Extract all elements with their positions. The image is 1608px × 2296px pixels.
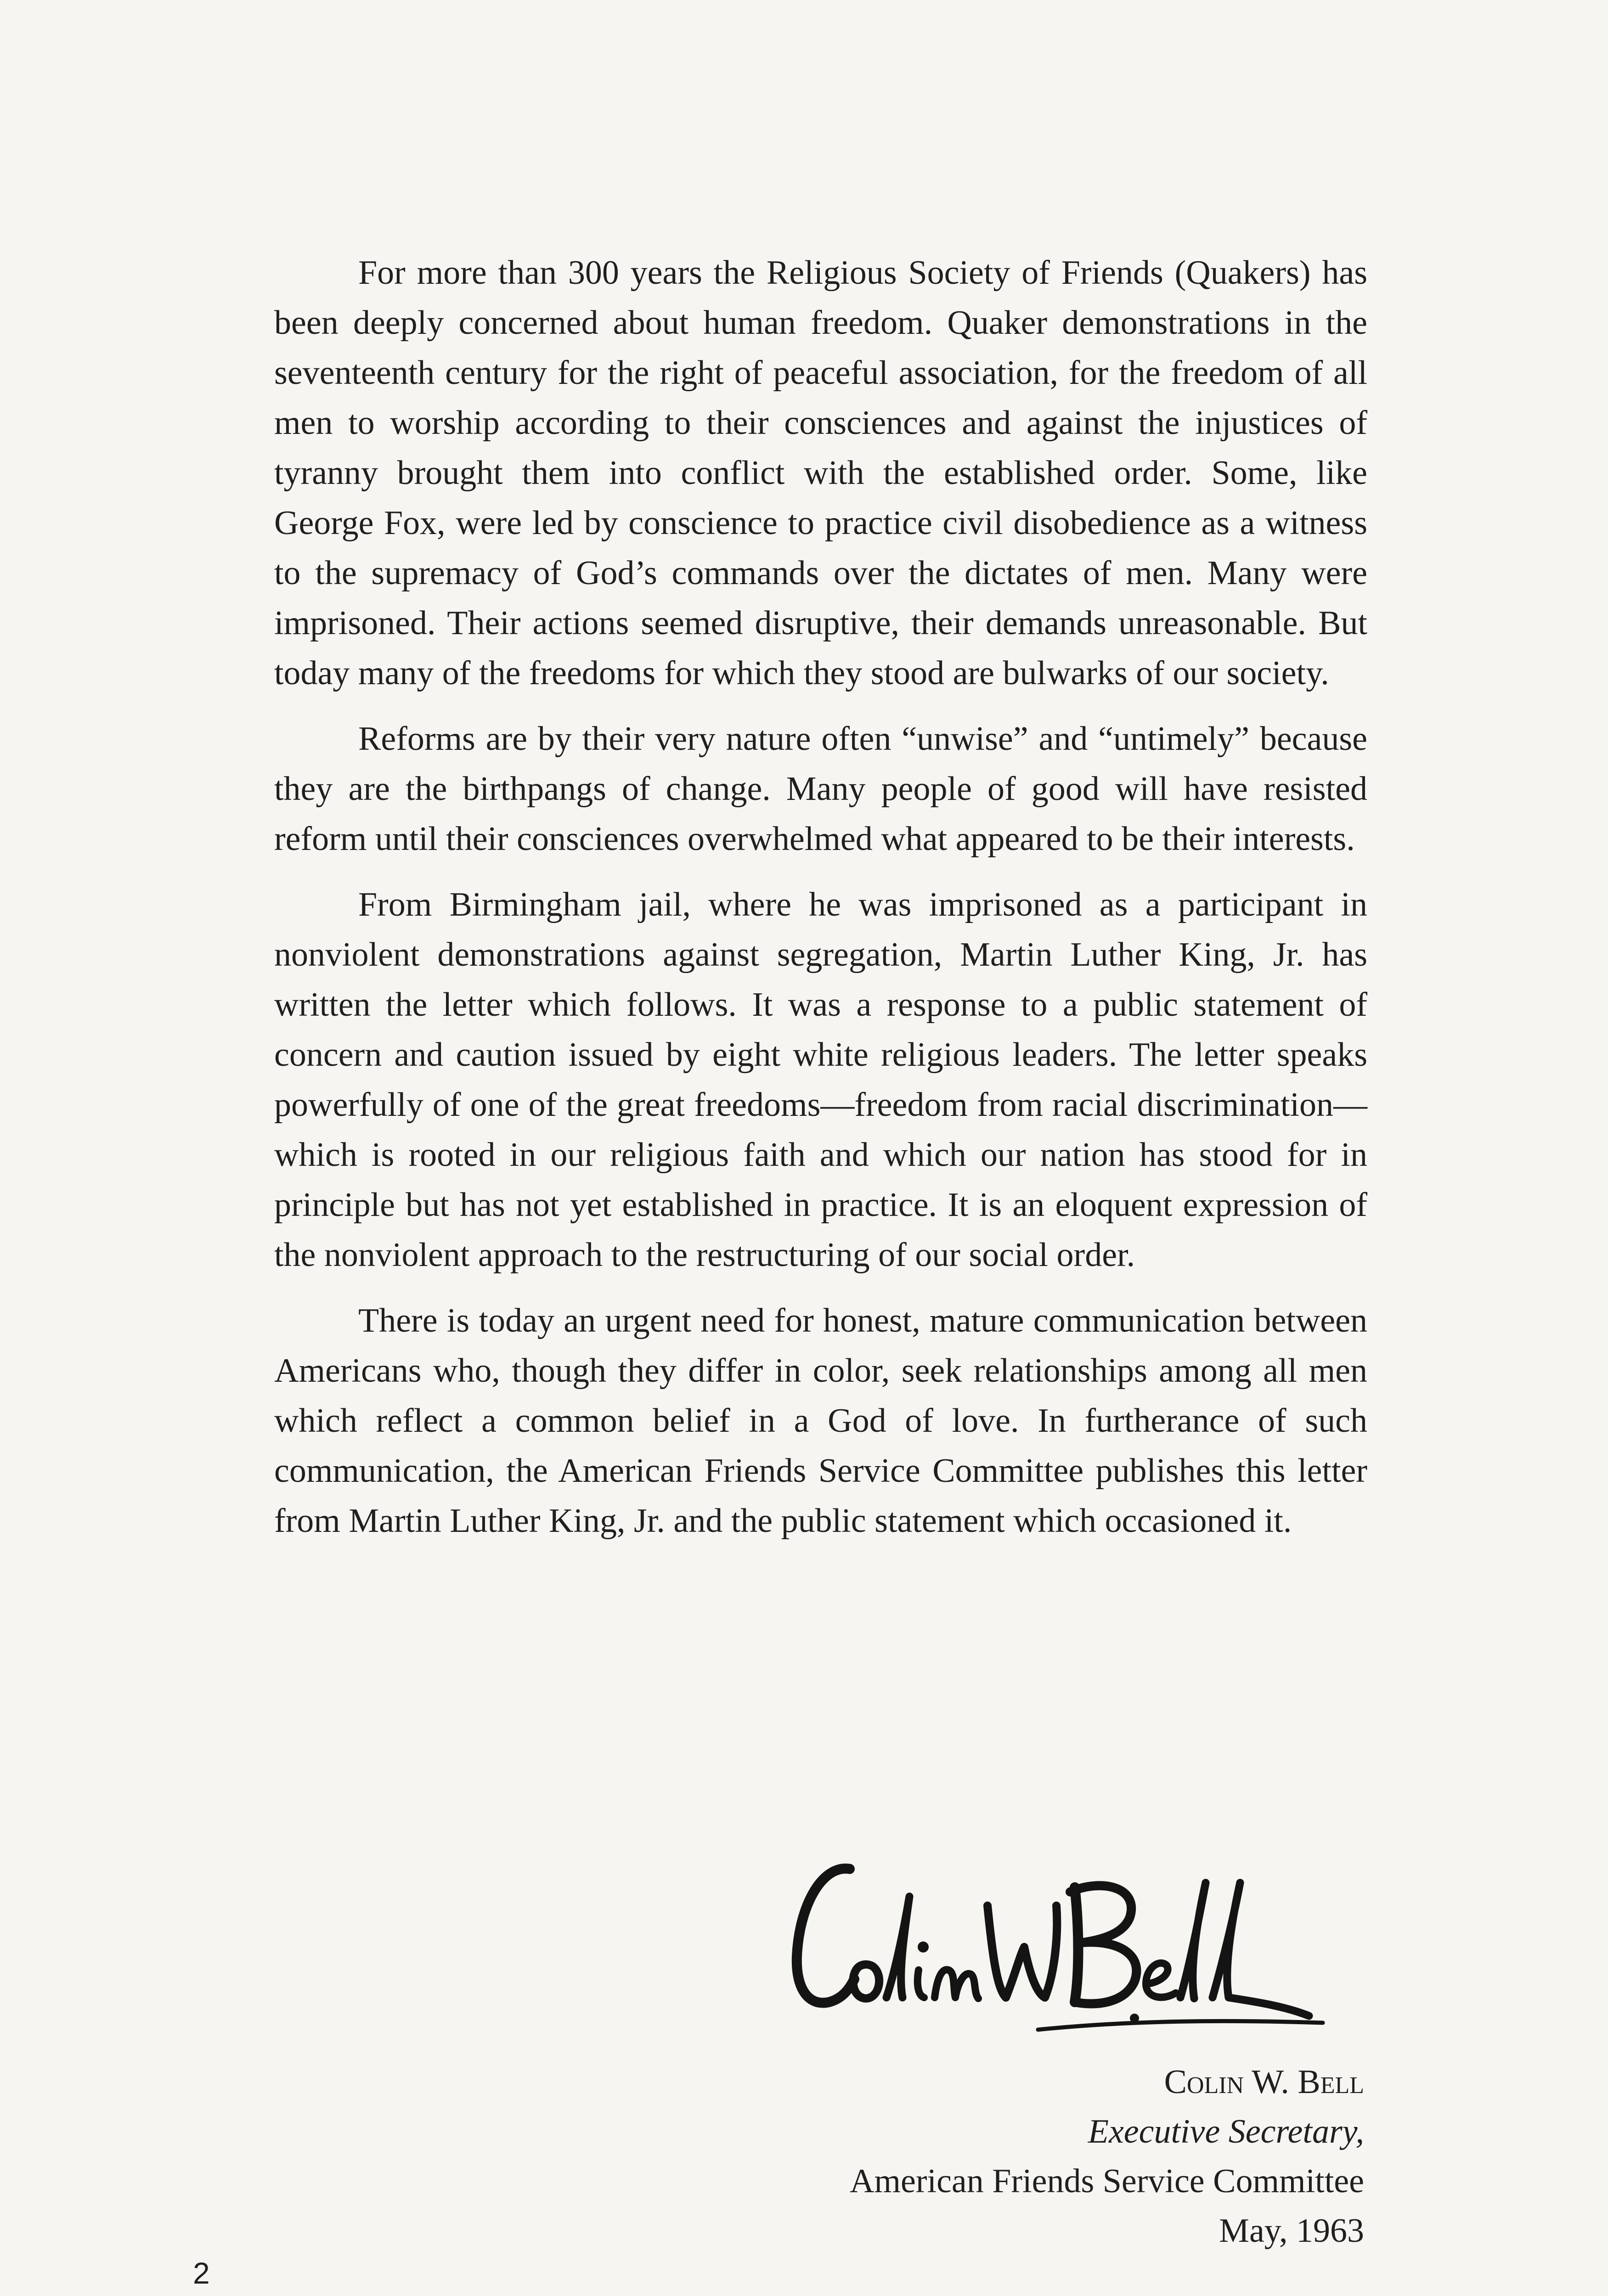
handwritten-signature [781, 1837, 1350, 2053]
page-number: 2 [193, 2256, 210, 2290]
body-text [274, 248, 1367, 1562]
signature-date: May, 1963 [1219, 2212, 1364, 2250]
signatory-organization: American Friends Service Committee [850, 2162, 1364, 2200]
signatory-title: Executive Secretary, [1088, 2113, 1364, 2150]
paragraph-1: For more than 300 years the Religious Society of Friends (Quakers) has been deeply concerned about human freedom. Quaker demonstrations in the seventeenth century for the right of peaceful association, for the freedom of all men to worship according to their consciences and against the injustices of tyranny brought them into conflict with the established order. Some, like George Fox, were led by conscience to practice civil disobedience as a witness to the supremacy of God’s commands over the dictates of men. Many were imprisoned. Their actions seemed disruptive, their demands unreasonable. But today many of the freedoms for which they stood are bulwarks of our society. [274, 254, 1367, 692]
signature-block [689, 2057, 1364, 2256]
paragraph-4: There is today an urgent need for honest, mature communication between Americans who, though they differ in color, seek relationships among all men which reflect a common belief in a God of love. In furtherance of such communication, the American Friends Service Committee publishes this letter from Martin Luther King, Jr. and the public statement which occasioned it. [274, 1302, 1367, 1540]
paragraph-3: From Birmingham jail, where he was imprisoned as a participant in nonviolent demonstrations against segregation, Martin Luther King, Jr. has written the letter which follows. It was a response to a public statement of concern and caution issued by eight white religious leaders. The letter speaks powerfully of one of the great freedoms—freedom from racial discrimination—which is rooted in our religious faith and which our nation has stood for in principle but has not yet established in practice. It is an eloquent expression of the nonviolent approach to the restructuring of our social order. [274, 886, 1367, 1274]
signatory-name: Colin W. Bell [1164, 2063, 1364, 2101]
paragraph-2: Reforms are by their very nature often “unwise” and “untimely” because they are the birthpangs of change. Many people of good will have resisted reform until their consciences overwhelmed what appeared to be their interests. [274, 720, 1367, 858]
